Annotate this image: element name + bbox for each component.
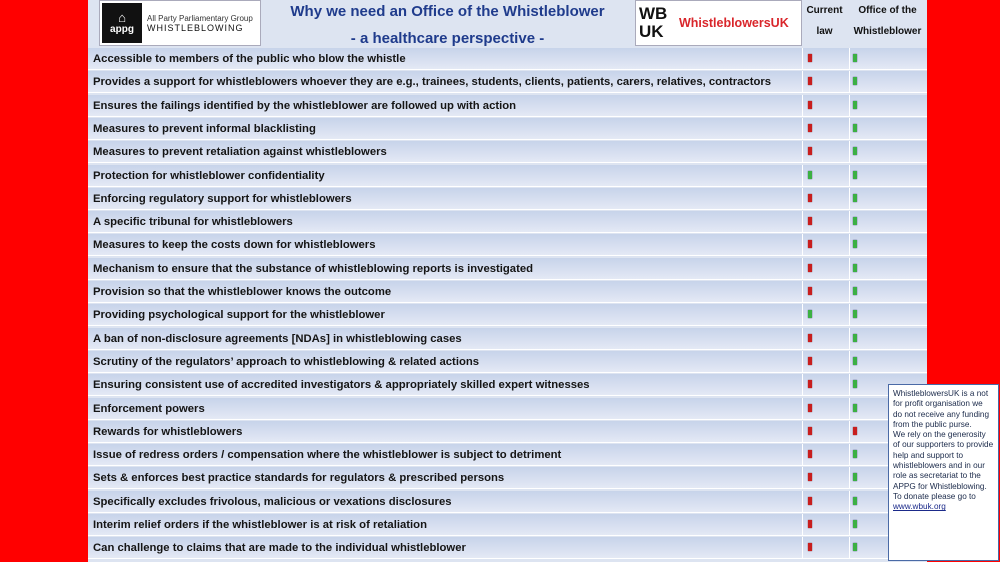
row-label: Measures to keep the costs down for whistleblowers (93, 239, 376, 252)
row-label: Provides a support for whistleblowers whoever they are e.g., trainees, students, clients, patients, carers, relatives, contractors (93, 76, 772, 89)
portcullis-icon: ⌂ appg (102, 3, 142, 43)
office-tick-icon (853, 287, 857, 295)
current-law-cross-icon (808, 54, 812, 62)
office-tick-icon (853, 450, 857, 458)
row-label: Providing psychological support for the whistleblower (93, 309, 385, 322)
office-tick-icon (853, 171, 857, 179)
office-tick-icon (853, 497, 857, 505)
note-paragraph-3: To donate please go to (893, 491, 976, 501)
current-law-cross-icon (808, 101, 812, 109)
current-law-cross-icon (808, 543, 812, 551)
current-law-tick-icon (808, 171, 812, 179)
table-row (88, 188, 927, 210)
table-row (88, 48, 927, 70)
table-row (88, 537, 927, 559)
row-label: Enforcement powers (93, 402, 205, 415)
table-row (88, 95, 927, 117)
page-subtitle: - a healthcare perspective - (350, 30, 545, 47)
current-law-cross-icon (808, 334, 812, 342)
wb-logo-name: WhistleblowersUK (679, 16, 789, 30)
current-law-cross-icon (808, 450, 812, 458)
row-label: Specifically excludes frivolous, malicious or vexations disclosures (93, 495, 452, 508)
table-row (88, 304, 927, 326)
current-law-cross-icon (808, 217, 812, 225)
office-tick-icon (853, 77, 857, 85)
appg-logo-line2: WHISTLEBLOWING (147, 22, 244, 33)
wb-mark-top: WB (639, 4, 668, 23)
current-law-cross-icon (808, 380, 812, 388)
table-row (88, 514, 927, 536)
appg-logo-line1: All Party Parliamentary Group (147, 13, 253, 23)
table-row (88, 467, 927, 489)
appg-logo (99, 0, 261, 46)
table-row (88, 491, 927, 513)
office-tick-icon (853, 54, 857, 62)
office-cross-icon (853, 427, 857, 435)
table-row (88, 71, 927, 93)
current-law-cross-icon (808, 77, 812, 85)
office-tick-icon (853, 240, 857, 248)
wb-mark-bottom: UK (639, 22, 664, 41)
office-tick-icon (853, 473, 857, 481)
current-law-cross-icon (808, 287, 812, 295)
table-row (88, 118, 927, 140)
table-row (88, 141, 927, 163)
donation-note (888, 384, 999, 561)
table-row (88, 421, 927, 443)
office-tick-icon (853, 310, 857, 318)
table-row (88, 211, 927, 233)
row-label: Measures to prevent informal blacklisting (93, 122, 316, 135)
row-label: Enforcing regulatory support for whistleblowers (93, 192, 352, 205)
table-row (88, 374, 927, 396)
office-tick-icon (853, 404, 857, 412)
row-label: Accessible to members of the public who blow the whistle (93, 53, 406, 65)
row-label: Provision so that the whistleblower knows the outcome (93, 286, 392, 298)
office-tick-icon (853, 520, 857, 528)
office-tick-icon (853, 217, 857, 225)
current-law-cross-icon (808, 427, 812, 435)
table-row (88, 234, 927, 256)
row-label: Sets & enforces best practice standards for regulators & prescribed persons (93, 472, 505, 485)
office-tick-icon (853, 194, 857, 202)
table-row (88, 444, 927, 466)
current-law-cross-icon (808, 194, 812, 202)
current-law-cross-icon (808, 404, 812, 412)
current-law-cross-icon (808, 357, 812, 365)
current-law-tick-icon (808, 310, 812, 318)
current-law-cross-icon (808, 520, 812, 528)
office-tick-icon (853, 147, 857, 155)
table-row (88, 328, 927, 350)
row-label: Ensuring consistent use of accredited investigators & appropriately skilled expert witnesses (93, 379, 590, 392)
current-law-cross-icon (808, 147, 812, 155)
office-tick-icon (853, 543, 857, 551)
row-label: Rewards for whistleblowers (93, 425, 243, 438)
row-label: Issue of redress orders / compensation where the whistleblower is subject to detriment (93, 449, 562, 462)
row-label: A specific tribunal for whistleblowers (93, 216, 293, 229)
row-label: Mechanism to ensure that the substance of whistleblowing reports is investigated (93, 262, 534, 275)
table-row (88, 165, 927, 187)
donate-link[interactable]: www.wbuk.org (893, 502, 946, 512)
table-row (88, 351, 927, 373)
column-header-current-law: Current law (806, 5, 843, 37)
row-label: Scrutiny of the regulators’ approach to whistleblowing & related actions (93, 355, 480, 368)
row-label: Can challenge to claims that are made to the individual whistleblower (93, 542, 466, 555)
row-label: A ban of non-disclosure agreements [NDAs] in whistleblowing cases (93, 332, 462, 345)
row-label: Protection for whistleblower confidentiality (93, 169, 325, 182)
column-header-office: Office of the Whistleblower (853, 5, 922, 37)
note-paragraph-1: WhistleblowersUK is a not for profit organisation we do not receive any funding from the public purse. (893, 389, 990, 429)
row-label: Interim relief orders if the whistleblower is at risk of retaliation (93, 519, 427, 531)
table-row (88, 281, 927, 303)
office-tick-icon (853, 101, 857, 109)
table-row (88, 398, 927, 420)
office-tick-icon (853, 334, 857, 342)
page-title: Why we need an Office of the Whistleblower (290, 3, 605, 20)
note-paragraph-2: We rely on the generosity of our supporters to provide help and support to whistleblowers and in our role as secretariat to the APPG for Whistleblowing. (893, 430, 994, 491)
office-tick-icon (853, 264, 857, 272)
office-tick-icon (853, 380, 857, 388)
current-law-cross-icon (808, 124, 812, 132)
table-row (88, 258, 927, 280)
office-tick-icon (853, 357, 857, 365)
row-label: Measures to prevent retaliation against whistleblowers (93, 146, 387, 159)
current-law-cross-icon (808, 240, 812, 248)
current-law-cross-icon (808, 497, 812, 505)
row-label: Ensures the failings identified by the whistleblower are followed up with action (93, 99, 517, 112)
office-tick-icon (853, 124, 857, 132)
current-law-cross-icon (808, 473, 812, 481)
current-law-cross-icon (808, 264, 812, 272)
whistleblowersuk-logo (635, 0, 802, 46)
